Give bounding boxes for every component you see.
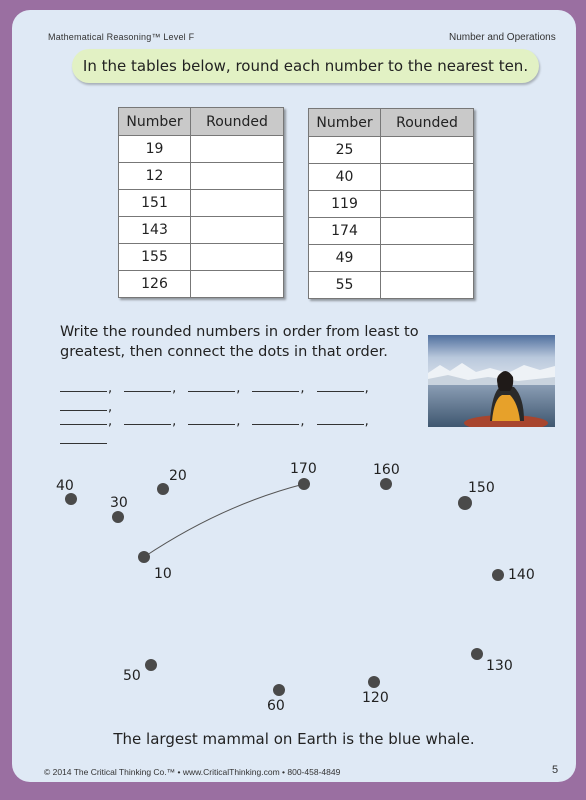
whale-fact-sentence: The largest mammal on Earth is the blue whale. bbox=[113, 730, 475, 748]
dot-170[interactable] bbox=[298, 478, 310, 490]
connecting-line bbox=[144, 484, 304, 557]
number-cell: 151 bbox=[119, 190, 191, 217]
dot-50[interactable] bbox=[145, 659, 157, 671]
number-cell: 143 bbox=[119, 217, 191, 244]
column-header-number: Number bbox=[309, 109, 381, 137]
dot-40[interactable] bbox=[65, 493, 77, 505]
number-cell: 19 bbox=[119, 136, 191, 163]
dot-label: 130 bbox=[486, 658, 513, 674]
number-cell: 119 bbox=[309, 191, 381, 218]
page-number: 5 bbox=[552, 764, 559, 776]
dot-label: 170 bbox=[290, 461, 317, 477]
book-title: Mathematical Reasoning™ Level F bbox=[48, 32, 195, 42]
dot-label: 140 bbox=[508, 567, 535, 583]
number-cell: 155 bbox=[119, 244, 191, 271]
answer-blanks-row-1: , , , , ,, bbox=[60, 377, 420, 415]
number-cell: 12 bbox=[119, 163, 191, 190]
number-cell: 40 bbox=[309, 164, 381, 191]
dot-140[interactable] bbox=[492, 569, 504, 581]
dot-30[interactable] bbox=[112, 511, 124, 523]
dot-120[interactable] bbox=[368, 676, 380, 688]
number-cell: 55 bbox=[309, 272, 381, 299]
instruction-banner: In the tables below, round each number to the nearest ten. bbox=[72, 49, 539, 83]
dot-60[interactable] bbox=[273, 684, 285, 696]
dot-label: 10 bbox=[154, 566, 172, 582]
dot-20[interactable] bbox=[157, 483, 169, 495]
dot-label: 160 bbox=[373, 462, 400, 478]
dot-label: 120 bbox=[362, 690, 389, 706]
dot-label: 30 bbox=[110, 495, 128, 511]
worksheet-page bbox=[12, 10, 576, 782]
number-cell: 49 bbox=[309, 245, 381, 272]
answer-blanks-row-2: , , , , , bbox=[60, 410, 420, 448]
column-header-rounded: Rounded bbox=[381, 109, 474, 137]
dot-160[interactable] bbox=[380, 478, 392, 490]
dot-label: 60 bbox=[267, 698, 285, 714]
column-header-number: Number bbox=[119, 108, 191, 136]
copyright-footer: © 2014 The Critical Thinking Co.™ • www.CriticalThinking.com • 800-458-4849 bbox=[44, 767, 341, 777]
dot-label: 20 bbox=[169, 468, 187, 484]
number-cell: 126 bbox=[119, 271, 191, 298]
number-cell: 25 bbox=[309, 137, 381, 164]
dot-150[interactable] bbox=[458, 496, 472, 510]
dot-10[interactable] bbox=[138, 551, 150, 563]
number-cell: 174 bbox=[309, 218, 381, 245]
dot-130[interactable] bbox=[471, 648, 483, 660]
dot-label: 50 bbox=[123, 668, 141, 684]
dot-label: 40 bbox=[56, 478, 74, 494]
section-title: Number and Operations bbox=[449, 32, 556, 43]
column-header-rounded: Rounded bbox=[191, 108, 284, 136]
dot-label: 150 bbox=[468, 480, 495, 496]
ordering-instruction: Write the rounded numbers in order from least to greatest, then connect the dots in that order. bbox=[60, 324, 419, 360]
